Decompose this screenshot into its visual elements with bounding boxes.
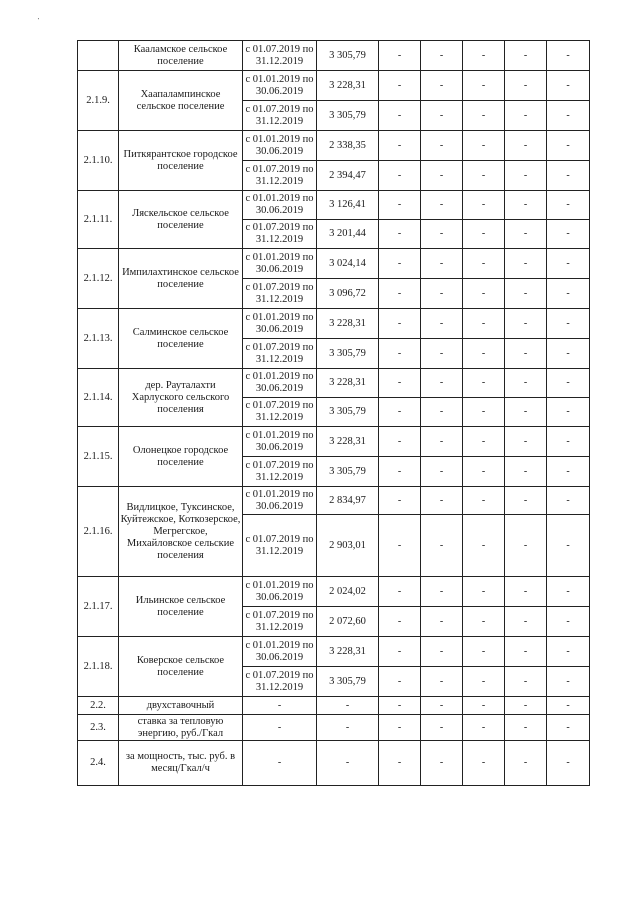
dash-cell: -: [505, 697, 547, 715]
dash-cell: -: [463, 667, 505, 697]
dash-cell: -: [421, 457, 463, 487]
dash-cell: -: [505, 339, 547, 369]
settlement-name: Кааламское сельское поселение: [119, 41, 243, 71]
period-cell: с 01.01.2019 по 30.06.2019: [243, 637, 317, 667]
dash-cell: -: [547, 249, 590, 279]
settlement-name: Коверское сельское поселение: [119, 637, 243, 697]
dash-cell: -: [505, 279, 547, 309]
tariff-table: [77, 40, 590, 786]
row-code: 2.4.: [78, 741, 119, 786]
dash-cell: -: [463, 309, 505, 339]
dash-cell: -: [379, 637, 421, 667]
tariff-value-cell: 2 394,47: [317, 161, 379, 191]
row-code: 2.1.18.: [78, 637, 119, 697]
dash-cell: -: [463, 101, 505, 131]
period-cell: с 01.01.2019 по 30.06.2019: [243, 487, 317, 515]
dash-cell: -: [505, 667, 547, 697]
row-code: 2.1.9.: [78, 71, 119, 131]
dash-cell: -: [379, 715, 421, 741]
row-code: 2.1.13.: [78, 309, 119, 369]
tariff-value-cell: -: [317, 741, 379, 786]
dash-cell: -: [505, 637, 547, 667]
dash-cell: -: [463, 637, 505, 667]
dash-cell: -: [421, 427, 463, 457]
dash-cell: -: [547, 577, 590, 607]
dash-cell: -: [379, 220, 421, 249]
dash-cell: -: [463, 339, 505, 369]
row-code: 2.1.10.: [78, 131, 119, 191]
period-cell: с 01.01.2019 по 30.06.2019: [243, 577, 317, 607]
dash-cell: -: [421, 637, 463, 667]
tariff-value-cell: 3 305,79: [317, 667, 379, 697]
dash-cell: -: [379, 515, 421, 577]
dash-cell: -: [379, 249, 421, 279]
row-code: 2.1.11.: [78, 191, 119, 249]
dash-cell: -: [505, 369, 547, 398]
row-code: 2.3.: [78, 715, 119, 741]
settlement-name: Видлицкое, Туксинское, Куйтежское, Коткозерское, Мегрегское, Михайловское сельские поселения: [119, 487, 243, 577]
dash-cell: -: [421, 697, 463, 715]
dash-cell: -: [547, 220, 590, 249]
tariff-value-cell: 3 305,79: [317, 339, 379, 369]
dash-cell: -: [379, 607, 421, 637]
table-row: [78, 369, 590, 398]
settlement-name: Питкярантское городское поселение: [119, 131, 243, 191]
period-cell: -: [243, 697, 317, 715]
dash-cell: -: [547, 637, 590, 667]
dash-cell: -: [463, 697, 505, 715]
table-row: [78, 741, 590, 786]
dash-cell: -: [421, 279, 463, 309]
tariff-value-cell: 3 228,31: [317, 427, 379, 457]
table-row: [78, 309, 590, 339]
tariff-value-cell: 2 024,02: [317, 577, 379, 607]
dash-cell: -: [421, 577, 463, 607]
dash-cell: -: [547, 131, 590, 161]
tariff-value-cell: 3 305,79: [317, 457, 379, 487]
tariff-value-cell: 2 903,01: [317, 515, 379, 577]
table-row: [78, 191, 590, 220]
dash-cell: -: [421, 339, 463, 369]
period-cell: с 01.01.2019 по 30.06.2019: [243, 71, 317, 101]
dash-cell: -: [505, 487, 547, 515]
dash-cell: -: [463, 607, 505, 637]
period-cell: с 01.07.2019 по 31.12.2019: [243, 279, 317, 309]
period-cell: с 01.01.2019 по 30.06.2019: [243, 131, 317, 161]
dash-cell: -: [547, 398, 590, 427]
dash-cell: -: [547, 339, 590, 369]
dash-cell: -: [463, 191, 505, 220]
dash-cell: -: [379, 71, 421, 101]
dash-cell: -: [421, 715, 463, 741]
dash-cell: -: [547, 71, 590, 101]
dash-cell: -: [463, 457, 505, 487]
row-code: 2.1.12.: [78, 249, 119, 309]
dash-cell: -: [463, 249, 505, 279]
dash-cell: -: [379, 741, 421, 786]
dash-cell: -: [505, 220, 547, 249]
tariff-value-cell: -: [317, 715, 379, 741]
dash-cell: -: [379, 309, 421, 339]
dash-cell: -: [463, 487, 505, 515]
period-cell: с 01.07.2019 по 31.12.2019: [243, 220, 317, 249]
table-row: [78, 71, 590, 101]
dash-cell: -: [505, 457, 547, 487]
dash-cell: -: [505, 249, 547, 279]
dash-cell: -: [421, 369, 463, 398]
tariff-value-cell: 3 228,31: [317, 637, 379, 667]
period-cell: с 01.07.2019 по 31.12.2019: [243, 161, 317, 191]
dash-cell: -: [379, 191, 421, 220]
dash-cell: -: [463, 279, 505, 309]
dash-cell: -: [547, 369, 590, 398]
dash-cell: -: [505, 41, 547, 71]
dash-cell: -: [505, 191, 547, 220]
row-code: 2.1.15.: [78, 427, 119, 487]
dash-cell: -: [463, 71, 505, 101]
dash-cell: -: [463, 427, 505, 457]
dash-cell: -: [505, 607, 547, 637]
dash-cell: -: [547, 309, 590, 339]
dash-cell: -: [421, 741, 463, 786]
dash-cell: -: [379, 161, 421, 191]
dash-cell: -: [421, 131, 463, 161]
dash-cell: -: [547, 279, 590, 309]
table-row: [78, 487, 590, 515]
table-row: [78, 637, 590, 667]
dash-cell: -: [379, 667, 421, 697]
dash-cell: -: [463, 741, 505, 786]
tariff-value-cell: 2 338,35: [317, 131, 379, 161]
dash-cell: -: [379, 101, 421, 131]
dash-cell: -: [463, 369, 505, 398]
dash-cell: -: [505, 715, 547, 741]
period-cell: с 01.07.2019 по 31.12.2019: [243, 667, 317, 697]
dash-cell: -: [379, 457, 421, 487]
period-cell: с 01.07.2019 по 31.12.2019: [243, 101, 317, 131]
dash-cell: -: [547, 741, 590, 786]
settlement-name: дер. Рауталахти Харлуского сельского поселения: [119, 369, 243, 427]
dash-cell: -: [421, 249, 463, 279]
period-cell: с 01.01.2019 по 30.06.2019: [243, 249, 317, 279]
row-code: 2.1.14.: [78, 369, 119, 427]
tariff-value-cell: 3 126,41: [317, 191, 379, 220]
tariff-value-cell: 3 024,14: [317, 249, 379, 279]
table-row: [78, 715, 590, 741]
table-row: [78, 41, 590, 71]
settlement-name: Салминское сельское поселение: [119, 309, 243, 369]
period-cell: с 01.07.2019 по 31.12.2019: [243, 515, 317, 577]
dash-cell: -: [547, 515, 590, 577]
settlement-name: Ляскельское сельское поселение: [119, 191, 243, 249]
dash-cell: -: [505, 309, 547, 339]
dash-cell: -: [505, 161, 547, 191]
dash-cell: -: [505, 101, 547, 131]
dash-cell: -: [547, 715, 590, 741]
dash-cell: -: [547, 487, 590, 515]
dash-cell: -: [421, 607, 463, 637]
period-cell: с 01.07.2019 по 31.12.2019: [243, 457, 317, 487]
period-cell: с 01.07.2019 по 31.12.2019: [243, 41, 317, 71]
dash-cell: -: [421, 101, 463, 131]
settlement-name: Олонецкое городское поселение: [119, 427, 243, 487]
dash-cell: -: [379, 339, 421, 369]
dash-cell: -: [421, 41, 463, 71]
dash-cell: -: [421, 667, 463, 697]
dash-cell: -: [463, 398, 505, 427]
dash-cell: -: [547, 191, 590, 220]
tariff-value-cell: 3 228,31: [317, 309, 379, 339]
dash-cell: -: [379, 41, 421, 71]
dash-cell: -: [421, 309, 463, 339]
table-row: [78, 427, 590, 457]
tariff-value-cell: 3 305,79: [317, 398, 379, 427]
rate-name: двухставочный: [119, 697, 243, 715]
row-code: 2.1.17.: [78, 577, 119, 637]
settlement-name: Импилахтинское сельское поселение: [119, 249, 243, 309]
tariff-value-cell: 2 834,97: [317, 487, 379, 515]
dash-cell: -: [421, 515, 463, 577]
dash-cell: -: [379, 427, 421, 457]
dash-cell: -: [421, 161, 463, 191]
period-cell: с 01.07.2019 по 31.12.2019: [243, 398, 317, 427]
dash-cell: -: [379, 369, 421, 398]
period-cell: с 01.01.2019 по 30.06.2019: [243, 309, 317, 339]
period-cell: с 01.01.2019 по 30.06.2019: [243, 191, 317, 220]
dash-cell: -: [463, 161, 505, 191]
dash-cell: -: [547, 161, 590, 191]
dash-cell: -: [379, 398, 421, 427]
dash-cell: -: [421, 398, 463, 427]
dash-cell: -: [547, 101, 590, 131]
dash-cell: -: [463, 715, 505, 741]
dash-cell: -: [547, 607, 590, 637]
dash-cell: -: [547, 457, 590, 487]
dash-cell: -: [505, 515, 547, 577]
period-cell: с 01.01.2019 по 30.06.2019: [243, 427, 317, 457]
tariff-value-cell: 3 305,79: [317, 41, 379, 71]
period-cell: с 01.01.2019 по 30.06.2019: [243, 369, 317, 398]
period-cell: с 01.07.2019 по 31.12.2019: [243, 339, 317, 369]
tariff-value-cell: 3 228,31: [317, 71, 379, 101]
dash-cell: -: [505, 741, 547, 786]
dash-cell: -: [463, 220, 505, 249]
dash-cell: -: [547, 427, 590, 457]
dash-cell: -: [379, 577, 421, 607]
dash-cell: -: [505, 131, 547, 161]
dash-cell: -: [421, 71, 463, 101]
dash-cell: -: [463, 577, 505, 607]
tariff-value-cell: 3 305,79: [317, 101, 379, 131]
period-cell: -: [243, 715, 317, 741]
dash-cell: -: [547, 667, 590, 697]
dash-cell: -: [463, 131, 505, 161]
rate-name: ставка за тепловую энергию, руб./Гкал: [119, 715, 243, 741]
dash-cell: -: [463, 41, 505, 71]
dash-cell: -: [379, 131, 421, 161]
dash-cell: -: [505, 71, 547, 101]
table-row: [78, 249, 590, 279]
row-code: 2.1.16.: [78, 487, 119, 577]
tariff-value-cell: 2 072,60: [317, 607, 379, 637]
table-row: [78, 131, 590, 161]
table-row: [78, 577, 590, 607]
row-code: 2.2.: [78, 697, 119, 715]
dash-cell: -: [505, 577, 547, 607]
dash-cell: -: [421, 220, 463, 249]
table-row: [78, 697, 590, 715]
dash-cell: -: [463, 515, 505, 577]
dash-cell: -: [505, 398, 547, 427]
tariff-value-cell: -: [317, 697, 379, 715]
tariff-value-cell: 3 201,44: [317, 220, 379, 249]
dash-cell: -: [379, 487, 421, 515]
rate-name: за мощность, тыс. руб. в месяц/Гкал/ч: [119, 741, 243, 786]
settlement-name: Ильинское сельское поселение: [119, 577, 243, 637]
dash-cell: -: [547, 697, 590, 715]
settlement-name: Хаапалампинское сельское поселение: [119, 71, 243, 131]
dash-cell: -: [421, 487, 463, 515]
period-cell: с 01.07.2019 по 31.12.2019: [243, 607, 317, 637]
dash-cell: -: [505, 427, 547, 457]
dash-cell: -: [421, 191, 463, 220]
row-code: [78, 41, 119, 71]
dash-cell: -: [379, 697, 421, 715]
dash-cell: -: [547, 41, 590, 71]
page-mark: ॱ: [37, 16, 40, 26]
tariff-value-cell: 3 096,72: [317, 279, 379, 309]
period-cell: -: [243, 741, 317, 786]
tariff-value-cell: 3 228,31: [317, 369, 379, 398]
dash-cell: -: [379, 279, 421, 309]
